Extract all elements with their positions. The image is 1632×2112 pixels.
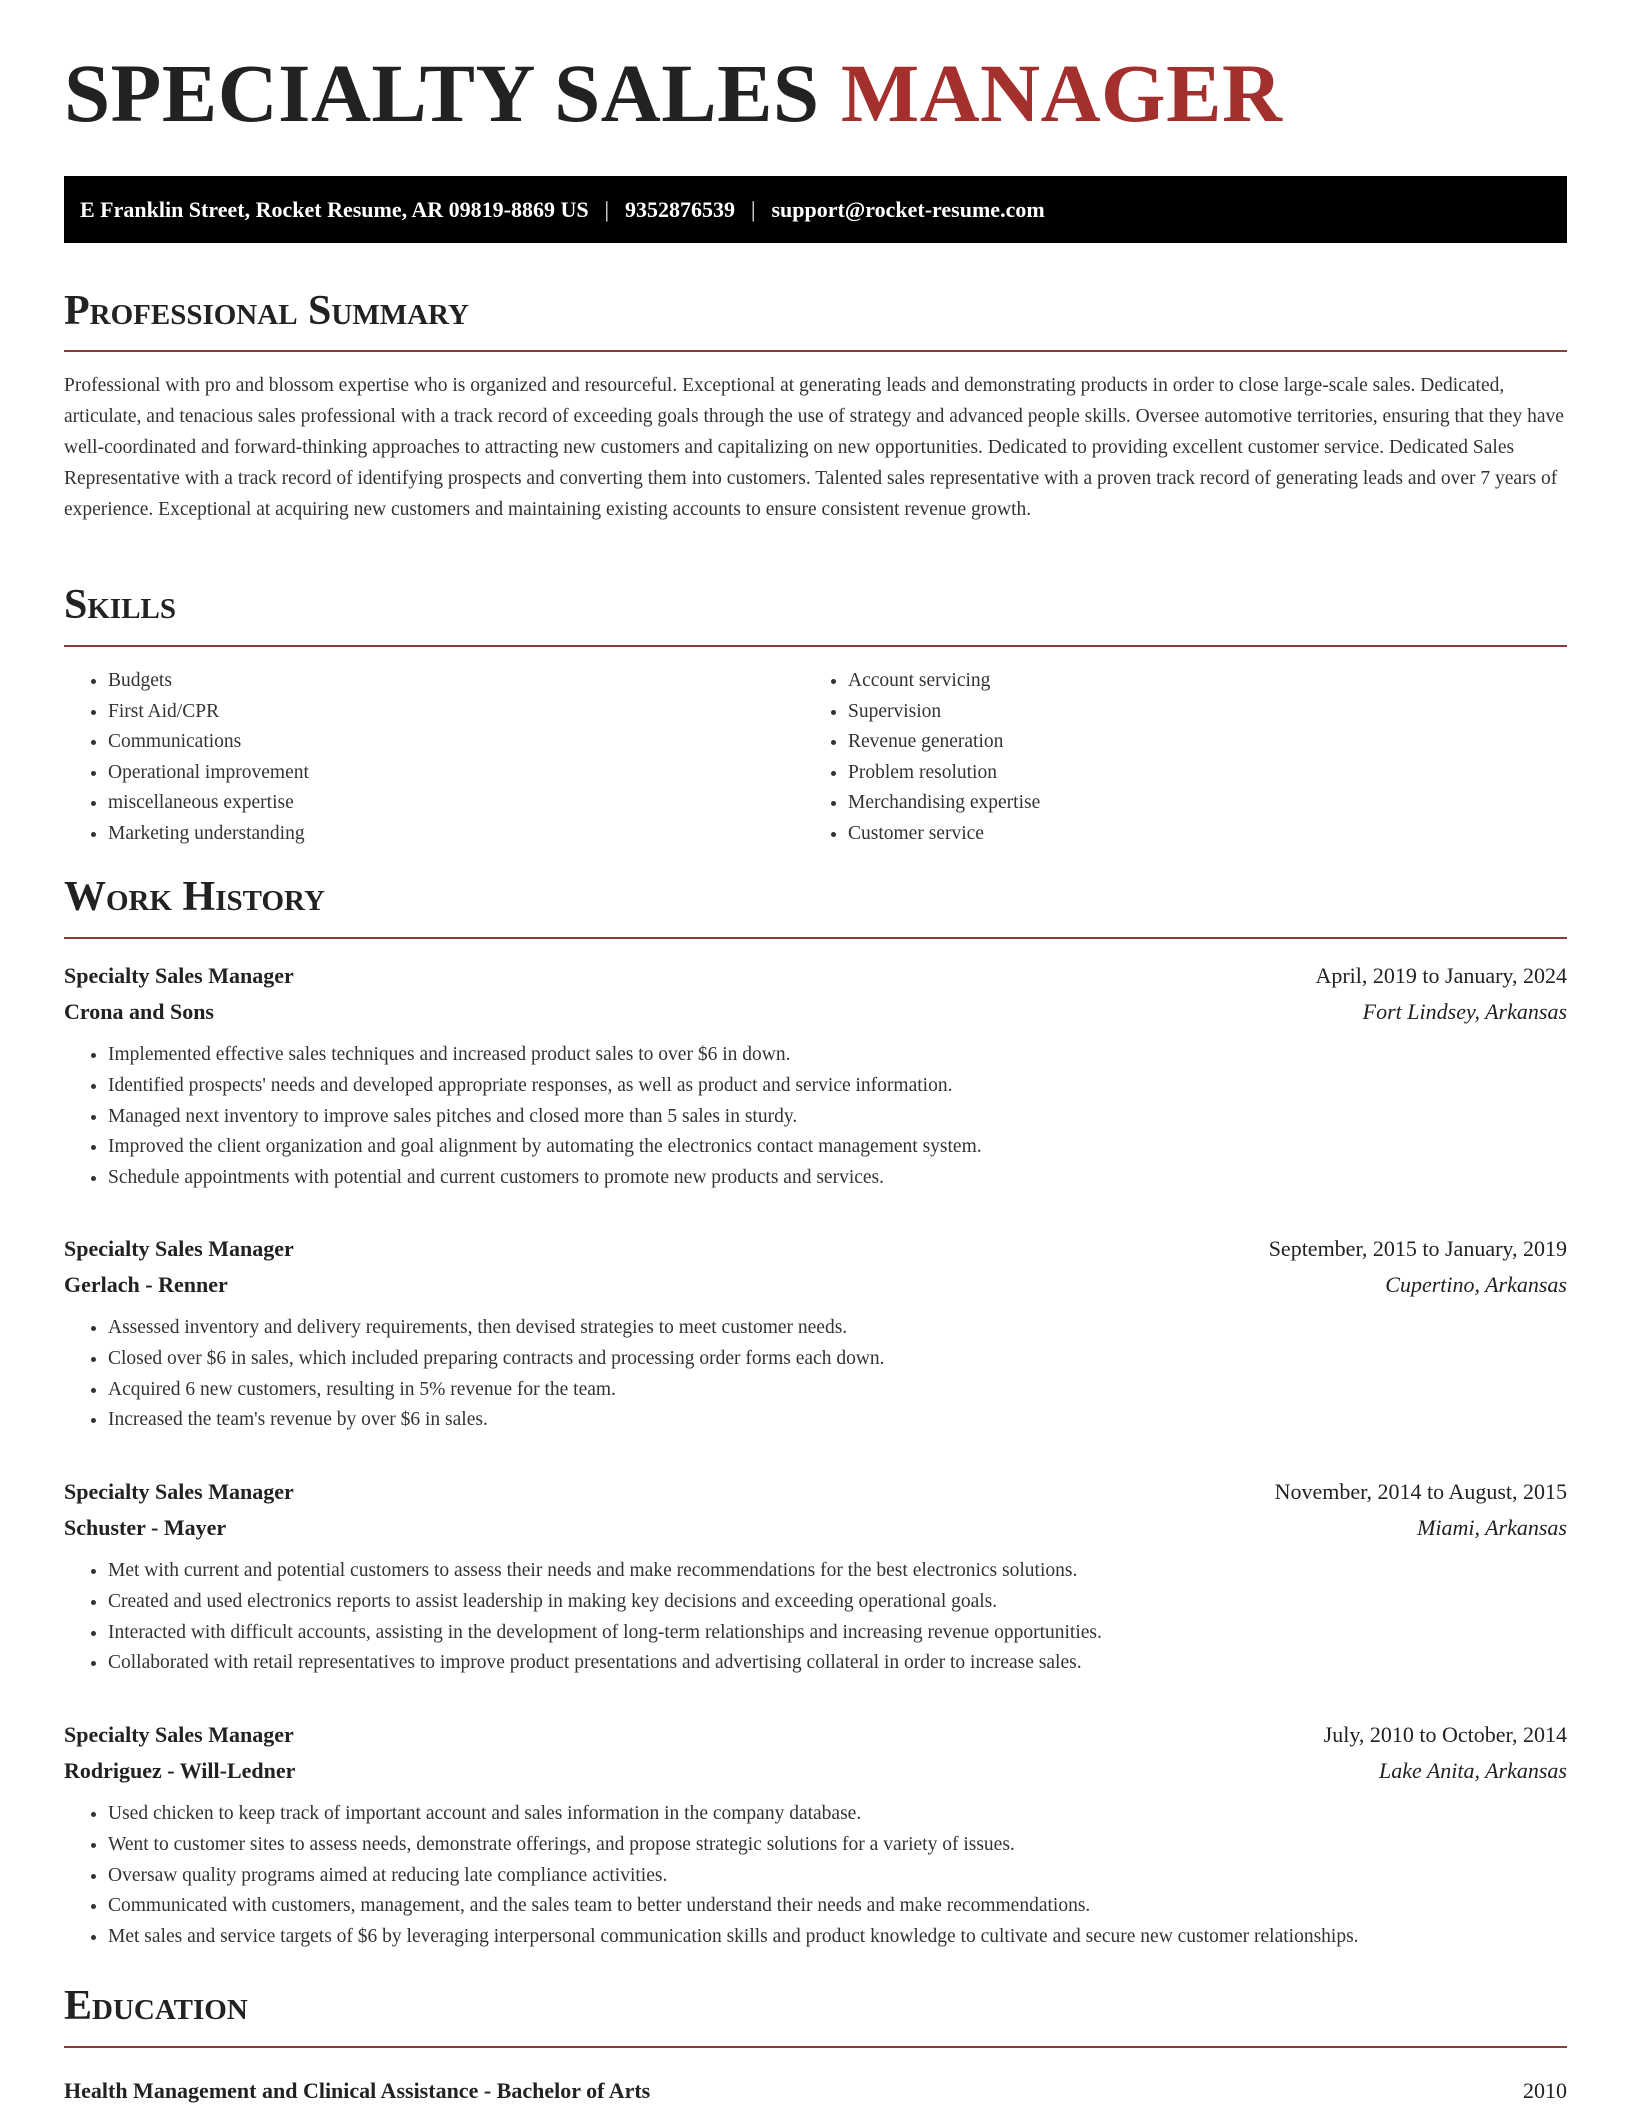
- job-location: Cupertino, Arkansas: [1385, 1272, 1567, 1297]
- job-company-row: [64, 1510, 1567, 1546]
- job-title: Specialty Sales Manager: [64, 1722, 294, 1747]
- education-year: 2010: [1523, 2078, 1567, 2103]
- job-bullets: [64, 1556, 1567, 1679]
- job-entry: [64, 958, 1567, 1194]
- skills-column-right: [804, 666, 1544, 850]
- job-bullet: • Acquired 6 new customers, resulting in 5% revenue for the team.: [108, 1375, 1567, 1406]
- contact-address: E Franklin Street, Rocket Resume, AR 09819-8869 US: [80, 196, 589, 222]
- job-entry: [64, 1474, 1567, 1679]
- skills-list: [64, 666, 1567, 850]
- job-location: Lake Anita, Arkansas: [1378, 1758, 1567, 1783]
- job-bullets: [64, 1040, 1567, 1194]
- section-title-summary: Professional Summary: [64, 290, 1567, 352]
- job-bullet: • Schedule appointments with potential and current customers to promote new products and services.: [108, 1163, 1567, 1194]
- job-bullet: • Improved the client organization and goal alignment by automating the electronics contact management system.: [108, 1132, 1567, 1163]
- skill-item: • Revenue generation: [848, 727, 1544, 758]
- job-bullet: • Collaborated with retail representatives to improve product presentations and advertising collateral in order to increase sales.: [108, 1648, 1567, 1679]
- skill-item: • First Aid/CPR: [108, 697, 804, 728]
- job-location: Miami, Arkansas: [1417, 1515, 1567, 1540]
- job-title: Specialty Sales Manager: [64, 1236, 294, 1261]
- job-bullet: • Identified prospects' needs and developed appropriate responses, as well as product and service information.: [108, 1071, 1567, 1102]
- job-company-row: [64, 1753, 1567, 1789]
- job-entry: [64, 1717, 1567, 1953]
- job-title: Specialty Sales Manager: [64, 1479, 294, 1504]
- job-location: Fort Lindsey, Arkansas: [1362, 999, 1567, 1024]
- job-bullet: • Closed over $6 in sales, which included preparing contracts and processing order forms each down.: [108, 1344, 1567, 1375]
- job-bullets: [64, 1313, 1567, 1436]
- title-primary: SPECIALTY SALES: [64, 47, 820, 139]
- job-header-row: [64, 958, 1567, 994]
- job-bullet: • Increased the team's revenue by over $6 in sales.: [108, 1405, 1567, 1436]
- job-dates: November, 2014 to August, 2015: [1274, 1479, 1567, 1504]
- skill-item: • Budgets: [108, 666, 804, 697]
- contact-email[interactable]: support@rocket-resume.com: [771, 196, 1045, 222]
- skill-item: • Customer service: [848, 819, 1544, 850]
- skills-column-left: [64, 666, 804, 850]
- professional-summary: Professional with pro and blossom expertise who is organized and resourceful. Exceptional at generating leads and demonstrating products in order to close large-scale sales. Dedicated, articulate, and tenacious sales professional with a track record of exceeding goals through the use of strategy and advanced people skills. Oversee automotive territories, ensuring that they have well-coordinated and forward-thinking approaches to attracting new customers and capitalizing on new opportunities. Dedicated to providing excellent customer service. Dedicated Sales Representative with a track record of identifying prospects and converting them into customers. Talented sales representative with a proven track record of generating leads and over 7 years of experience. Exceptional at acquiring new customers and maintaining existing accounts to ensure consistent revenue growth.: [64, 375, 1564, 520]
- contact-phone: 9352876539: [625, 196, 736, 222]
- job-company: Schuster - Mayer: [64, 1515, 227, 1540]
- job-bullet: • Met with current and potential customers to assess their needs and make recommendations for the best electronics solutions.: [108, 1556, 1567, 1587]
- section-title-work-history: Work History: [64, 876, 1567, 939]
- job-company-row: [64, 994, 1567, 1030]
- job-bullet: • Communicated with customers, management, and the sales team to better understand their needs and make recommendations.: [108, 1891, 1567, 1922]
- resume-title: [64, 0, 1567, 139]
- skill-item: • Account servicing: [848, 666, 1544, 697]
- resume-page: [64, 0, 1567, 2103]
- job-dates: April, 2019 to January, 2024: [1315, 963, 1567, 988]
- job-company-row: [64, 1267, 1567, 1303]
- job-header-row: [64, 1474, 1567, 1510]
- job-company: Rodriguez - Will-Ledner: [64, 1758, 296, 1783]
- contact-separator: |: [751, 196, 756, 222]
- section-title-education: Education: [64, 1985, 1567, 2048]
- job-bullet: • Managed next inventory to improve sales pitches and closed more than 5 sales in sturdy.: [108, 1102, 1567, 1133]
- skill-item: • Merchandising expertise: [848, 788, 1544, 819]
- job-bullet: • Implemented effective sales techniques and increased product sales to over $6 in down.: [108, 1040, 1567, 1071]
- job-header-row: [64, 1717, 1567, 1753]
- contact-separator: |: [604, 196, 610, 222]
- job-bullet: • Created and used electronics reports to assist leadership in making key decisions and exceeding operational goals.: [108, 1587, 1567, 1618]
- job-entry: [64, 1231, 1567, 1436]
- job-bullet: • Interacted with difficult accounts, assisting in the development of long-term relationships and increasing revenue opportunities.: [108, 1618, 1567, 1649]
- contact-bar: [64, 176, 1567, 243]
- skill-item: • Operational improvement: [108, 758, 804, 789]
- skill-item: • Supervision: [848, 697, 1544, 728]
- job-title: Specialty Sales Manager: [64, 963, 294, 988]
- section-title-skills: Skills: [64, 584, 1567, 647]
- job-company: Gerlach - Renner: [64, 1272, 228, 1297]
- job-header-row: [64, 1231, 1567, 1267]
- title-accent: MANAGER: [840, 47, 1283, 139]
- job-bullets: [64, 1799, 1567, 1953]
- education-degree: Health Management and Clinical Assistance - Bachelor of Arts: [64, 2078, 651, 2103]
- skill-item: • Marketing understanding: [108, 819, 804, 850]
- job-bullet: • Oversaw quality programs aimed at reducing late compliance activities.: [108, 1861, 1567, 1892]
- job-bullet: • Assessed inventory and delivery requirements, then devised strategies to meet customer needs.: [108, 1313, 1567, 1344]
- skill-item: • Communications: [108, 727, 804, 758]
- job-bullet: • Went to customer sites to assess needs, demonstrate offerings, and propose strategic solutions for a variety of issues.: [108, 1830, 1567, 1861]
- job-bullet: • Used chicken to keep track of important account and sales information in the company database.: [108, 1799, 1567, 1830]
- job-dates: July, 2010 to October, 2014: [1323, 1722, 1567, 1747]
- education-entry: [64, 2073, 1567, 2109]
- job-company: Crona and Sons: [64, 999, 214, 1024]
- job-bullet: • Met sales and service targets of $6 by leveraging interpersonal communication skills and product knowledge to cultivate and secure new customer relationships.: [108, 1922, 1567, 1953]
- skill-item: • Problem resolution: [848, 758, 1544, 789]
- skill-item: • miscellaneous expertise: [108, 788, 804, 819]
- job-dates: September, 2015 to January, 2019: [1268, 1236, 1567, 1261]
